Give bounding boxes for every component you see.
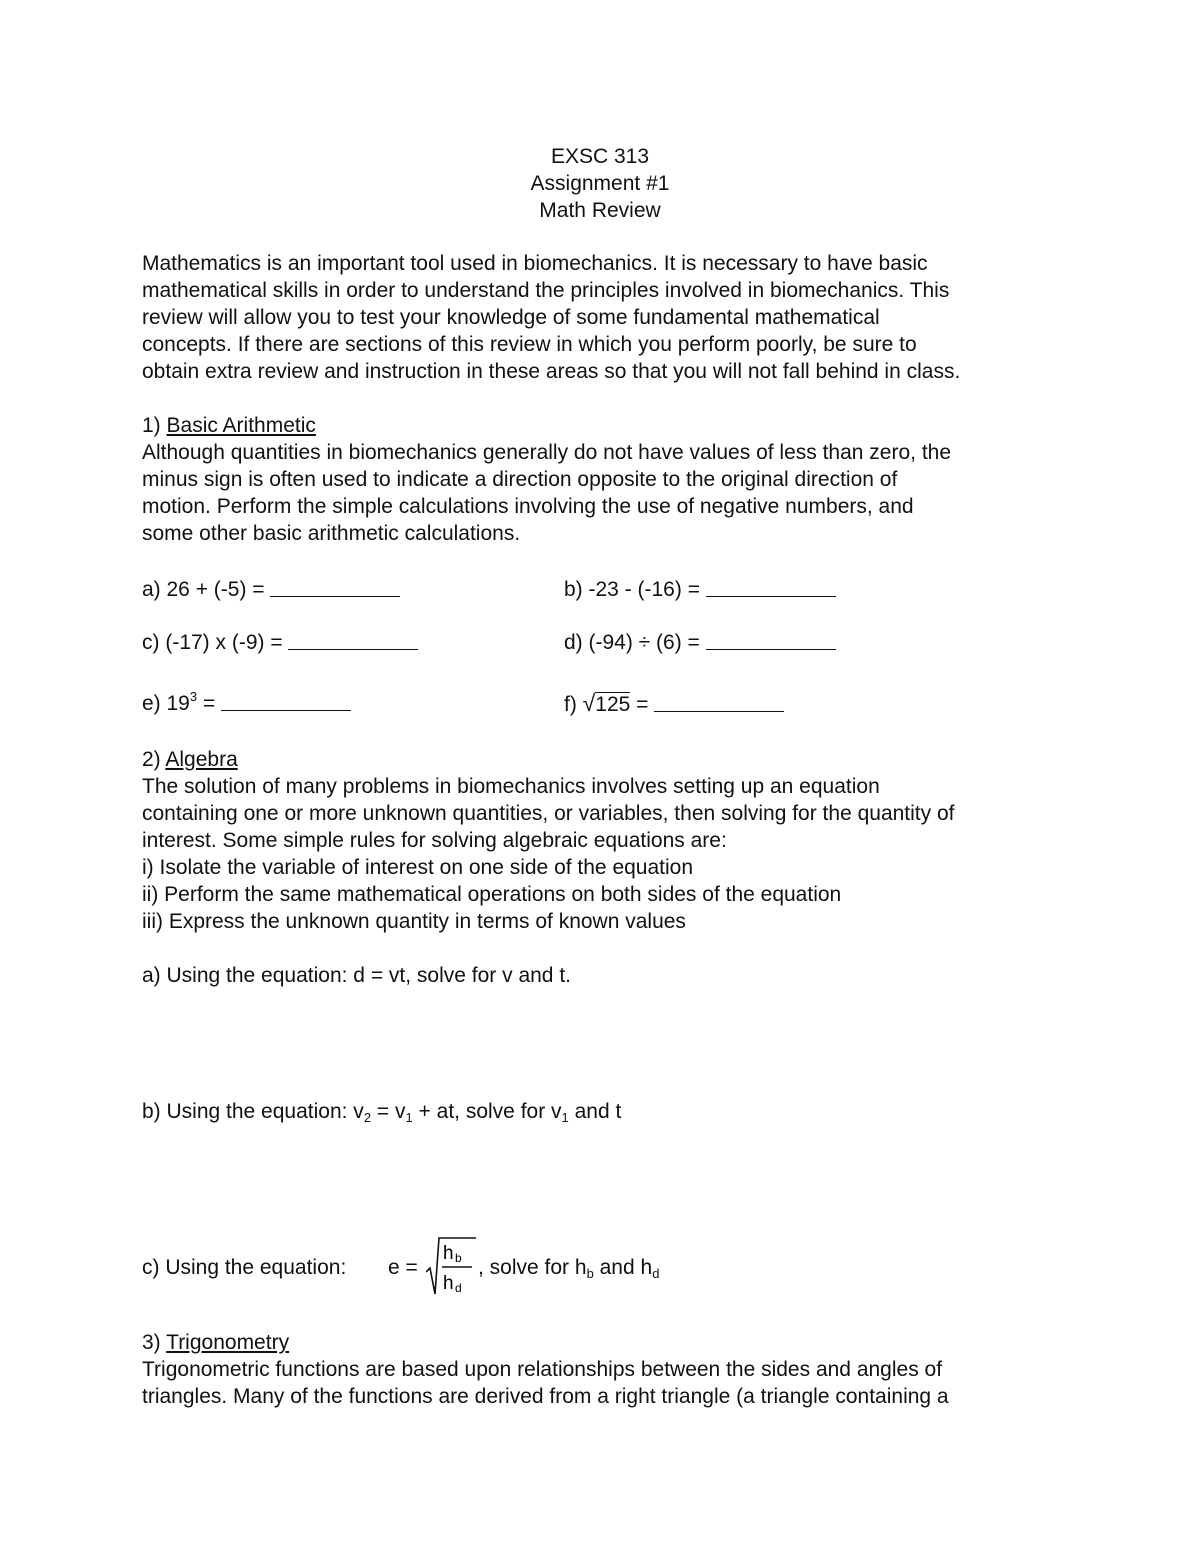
problem-text: = (630, 693, 655, 716)
document-header (0, 143, 1200, 224)
answer-blank[interactable] (654, 693, 784, 712)
problem-text: + at, solve for v (412, 1100, 562, 1123)
equation-lhs: e = (388, 1256, 418, 1279)
intro-paragraph (142, 250, 1072, 385)
problem-1b (564, 576, 836, 603)
problem-2b (142, 1098, 621, 1125)
denominator: h (443, 1273, 454, 1294)
problem-text: and t (568, 1100, 622, 1123)
answer-blank[interactable] (706, 578, 836, 597)
intro-line: concepts. If there are sections of this review in which you perform poorly, be sure to (142, 333, 917, 356)
section-algebra (142, 746, 1072, 935)
problem-text: = v (371, 1100, 406, 1123)
section-line: containing one or more unknown quantities, or variables, then solving for the quantity of (142, 802, 955, 825)
problem-text: and h (593, 1256, 653, 1279)
problem-text: b) -23 - (-16) = (564, 578, 706, 601)
problem-1d (564, 629, 836, 656)
section-trigonometry (142, 1329, 1072, 1410)
section-line: Although quantities in biomechanics generally do not have values of less than zero, the (142, 441, 952, 464)
intro-line: obtain extra review and instruction in these areas so that you will not fall behind in class. (142, 360, 961, 383)
section-heading (142, 1329, 1072, 1356)
section-title: Basic Arithmetic (166, 414, 316, 437)
answer-blank[interactable] (221, 692, 351, 711)
problem-text: , solve for h (478, 1256, 587, 1279)
problem-1e (142, 690, 351, 717)
problem-text: c) (-17) x (-9) = (142, 631, 289, 654)
document-title: Math Review (539, 199, 661, 222)
intro-line: review will allow you to test your knowledge of some fundamental mathematical (142, 306, 880, 329)
subscript: 1 (561, 1110, 569, 1125)
numerator-subscript: b (455, 1251, 462, 1265)
numerator: h (443, 1243, 454, 1264)
section-line: motion. Perform the simple calculations involving the use of negative numbers, and (142, 495, 914, 518)
problem-2a: a) Using the equation: d = vt, solve for v and t. (142, 964, 571, 987)
problem-text: = (197, 692, 222, 715)
subscript: d (652, 1266, 660, 1281)
answer-blank[interactable] (288, 631, 418, 650)
section-basic-arithmetic (142, 412, 1072, 547)
intro-line: Mathematics is an important tool used in biomechanics. It is necessary to have basic (142, 252, 928, 275)
problem-2c (142, 1234, 702, 1298)
rule-item: i) Isolate the variable of interest on one side of the equation (142, 856, 694, 879)
section-heading (142, 746, 1072, 773)
section-number: 2) (142, 748, 166, 771)
section-number: 3) (142, 1331, 167, 1354)
problem-1f (564, 690, 784, 718)
section-line: some other basic arithmetic calculations. (142, 522, 521, 545)
subscript: 1 (405, 1110, 413, 1125)
section-line: The solution of many problems in biomechanics involves setting up an equation (142, 775, 880, 798)
assignment-title: Assignment #1 (530, 172, 670, 195)
problem-text (478, 1254, 659, 1281)
section-title: Algebra (165, 748, 238, 771)
radicand: 125 (595, 693, 631, 716)
problem-text: e) 19 (142, 692, 190, 715)
problem-text: b) Using the equation: v (142, 1100, 364, 1123)
answer-blank[interactable] (270, 578, 400, 597)
section-heading (142, 412, 1072, 439)
problem-text: c) Using the equation: (142, 1256, 347, 1279)
problem-text: a) 26 + (-5) = (142, 578, 271, 601)
section-number: 1) (142, 414, 167, 437)
square-root-fraction (426, 1234, 476, 1298)
section-line: Trigonometric functions are based upon relationships between the sides and angles of (142, 1358, 943, 1381)
problem-text: f) (564, 693, 583, 716)
rule-item: ii) Perform the same mathematical operations on both sides of the equation (142, 883, 842, 906)
section-line: interest. Some simple rules for solving algebraic equations are: (142, 829, 727, 852)
problem-1c (142, 629, 418, 656)
problem-1a (142, 576, 400, 603)
problem-text: d) (-94) ÷ (6) = (564, 631, 706, 654)
section-title: Trigonometry (166, 1331, 290, 1354)
intro-line: mathematical skills in order to understand the principles involved in biomechanics. This (142, 279, 950, 302)
answer-blank[interactable] (706, 631, 836, 650)
subscript: b (586, 1266, 594, 1281)
section-line: triangles. Many of the functions are derived from a right triangle (a triangle containing a (142, 1385, 949, 1408)
exponent: 3 (189, 689, 198, 704)
denominator-subscript: d (455, 1281, 462, 1295)
course-code: EXSC 313 (550, 145, 650, 168)
subscript: 2 (363, 1110, 372, 1125)
rule-item: iii) Express the unknown quantity in terms of known values (142, 910, 686, 933)
square-root-icon: √ (582, 690, 596, 716)
section-line: minus sign is often used to indicate a direction opposite to the original direction of (142, 468, 898, 491)
